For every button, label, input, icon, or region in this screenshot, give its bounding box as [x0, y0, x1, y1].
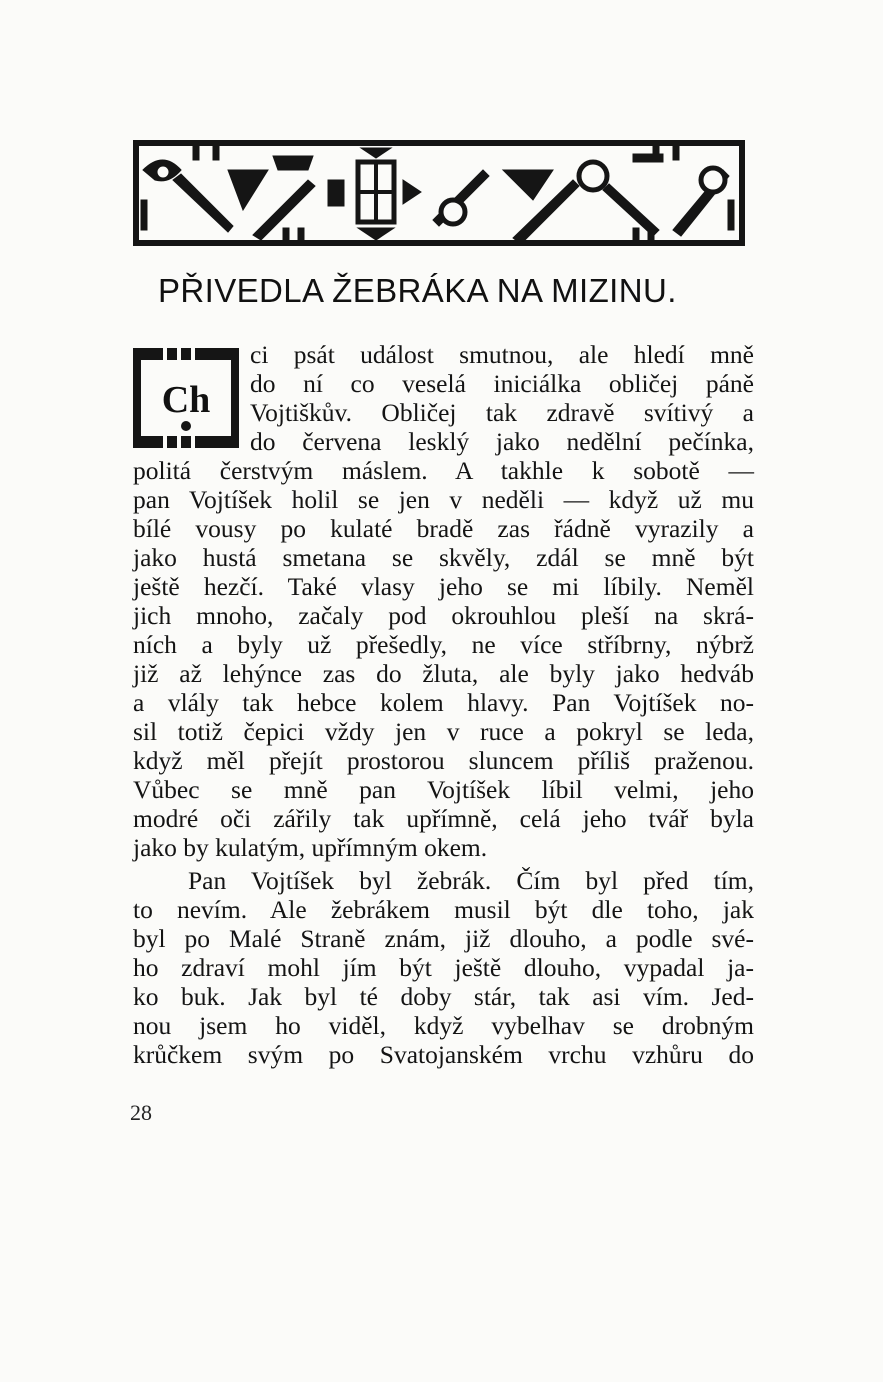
text-line: ho zdraví mohl jím být ještě dlouho, vypadal ja-: [133, 953, 754, 982]
text-line: ko buk. Jak byl té doby stár, tak asi vím. Jed-: [133, 982, 754, 1011]
text-line: když měl přejít prostorou sluncem příliš praženou.: [133, 746, 754, 775]
text-line: modré oči zářily tak upřímně, celá jeho tvář byla: [133, 804, 754, 833]
text-line: to nevím. Ale žebrákem musil být dle toho, jak: [133, 895, 754, 924]
text-line: do ní co veselá iniciálka obličej páně: [250, 369, 754, 398]
initial-letter: Ch: [161, 379, 211, 421]
text-line: Vojtiškův. Obličej tak zdravě svítivý a: [250, 398, 754, 427]
ornament-border-icon: [133, 140, 745, 246]
text-line: jich mnoho, začaly pod okrouhlou pleší na skrá-: [133, 601, 754, 630]
text-line: sil totiž čepici vždy jen v ruce a pokryl se leda,: [133, 717, 754, 746]
text-line: Vůbec se mně pan Vojtíšek líbil velmi, jeho: [133, 775, 754, 804]
text-line: byl po Malé Straně znám, již dlouho, a podle své-: [133, 924, 754, 953]
text-line: krůčkem svým po Svatojanském vrchu vzhůru do: [133, 1040, 754, 1069]
text-line: pan Vojtíšek holil se jen v neděli — když už mu: [133, 485, 754, 514]
text-line: Pan Vojtíšek byl žebrák. Čím byl před tím,: [188, 866, 754, 895]
text-line: nou jsem ho viděl, když vybelhav se drobným: [133, 1011, 754, 1040]
text-line: ci psát událost smutnou, ale hledí mně: [250, 340, 754, 369]
text-line: a vlály tak hebce kolem hlavy. Pan Vojtíšek no-: [133, 688, 754, 717]
text-line: bílé vousy po kulaté bradě zas řádně vyrazily a: [133, 514, 754, 543]
text-line: ních a byly už přešedly, ne více stříbrny, nýbrž: [133, 630, 754, 659]
text-line: jako by kulatým, upřímným okem.: [133, 833, 488, 862]
decorated-initial: [133, 348, 239, 448]
chapter-title: PŘIVEDLA ŽEBRÁKA NA MIZINU.: [158, 272, 677, 309]
text-line: do červena lesklý jako nedělní pečínka,: [250, 427, 754, 456]
page-number: 28: [130, 1100, 152, 1125]
text-line: ještě hezčí. Také vlasy jeho se mi líbily. Neměl: [133, 572, 754, 601]
text-line: politá čerstvým máslem. A takhle k sobotě —: [133, 456, 754, 485]
text-line: již až lehýnce zas do žluta, ale byly jako hedváb: [133, 659, 754, 688]
decorative-headpiece: [133, 140, 745, 246]
text-line: jako hustá smetana se skvěly, zdál se mně být: [133, 543, 754, 572]
